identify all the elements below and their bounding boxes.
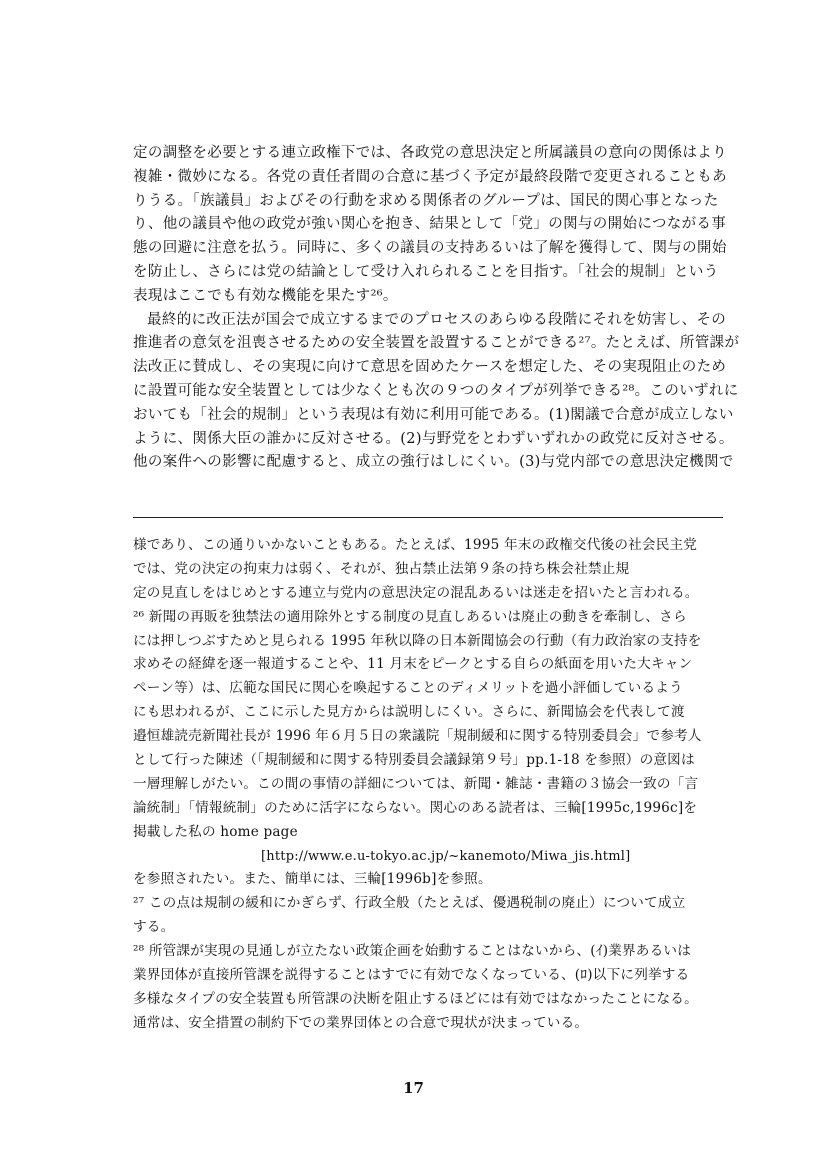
body-line: りうる。「族議員」およびその行動を求める関係者のグループは、国民的関心事となった: [133, 192, 719, 209]
footnote-line: する。: [133, 919, 175, 936]
body-text: [133, 142, 740, 475]
body-line: おいても「社会的規制」という表現は有効に利用可能である。(1)閣議で合意が成立しない: [133, 406, 734, 423]
footnote-divider: [133, 517, 723, 518]
footnote-line: 通常は、安全措置の制約下での業界団体との合意で現状が決まっている。: [133, 1014, 589, 1031]
body-line: 法改正に賛成し、その実現に向けて意思を固めたケースを想定した、その実現阻止のため: [133, 359, 727, 376]
footnote-line: 邉恒雄読売新聞社長が 1996 年６月５日の衆議院「規制緩和に関する特別委員会」で参考人: [133, 728, 702, 745]
page-number: 17: [403, 1079, 424, 1097]
footnote-line: 求めその経緯を逐一報道することや、11 月末をピークとする自らの紙面を用いた大キャン: [133, 656, 693, 673]
body-line: に設置可能な安全装置としては少なくとも次の９つのタイプが列挙できる²⁸。このいずれに: [133, 382, 739, 399]
footnote-line: 掲載した私の home page: [133, 823, 298, 840]
body-line: 推進者の意気を沮喪させるための安全装置を設置することができる²⁷。たとえば、所管課が: [133, 335, 740, 352]
footnote-line: ペーン等）は、広範な国民に関心を喚起することのディメリットを過小評価しているよう: [133, 680, 683, 697]
footnote-line: 定の見直しをはじめとする連立与党内の意思決定の混乱あるいは迷走を招いたと言われる。: [133, 584, 699, 601]
body-line: 他の案件への影響に配慮すると、成立の強行はしにくい。(3)与党内部での意思決定機関で: [133, 454, 734, 471]
body-line: 表現はここでも有効な機能を果たす²⁶。: [133, 287, 398, 304]
footnotes: [133, 534, 729, 1036]
footnote-line: 多様なタイプの安全装置も所管課の決断を阻止するほどには有効ではなかったことになる。: [133, 990, 698, 1007]
footnote-line: では、党の決定の拘束力は弱く、それが、独占禁止法第９条の持ち株会社禁止規: [133, 560, 630, 577]
footnote-27-start: ²⁷ この点は規制の緩和にかぎらず、行政全般（たとえば、優遇税制の廃止）について成立: [133, 895, 686, 912]
body-line: り、他の議員や他の政党が強い関心を抱き、結果として「党」の関与の開始につながる事: [133, 216, 727, 233]
footnote-line: 業界団体が直接所管課を説得することはすでに有効でなくなっている、(ﾛ)以下に列挙する: [133, 967, 690, 984]
footnote-line: にも思われるが、ここに示した見方からは説明しにくい。さらに、新聞協会を代表して渡: [133, 704, 685, 721]
footnote-line: 論統制」「情報統制」のために活字にならない。関心のある読者は、三輪[1995c,1996c]を: [133, 799, 698, 816]
footnote-line: 様であり、この通りいかないこともある。たとえば、1995 年末の政権交代後の社会民主党: [133, 537, 698, 553]
body-line: ように、関係大臣の誰かに反対させる。(2)与野党をとわずいずれかの政党に反対させる。: [133, 430, 734, 447]
homepage-url: [http://www.e.u-tokyo.ac.jp/~kanemoto/Miwa_jis.html]: [261, 848, 631, 864]
footnote-line: として行った陳述（「規制緩和に関する特別委員会議録第９号」pp.1-18 を参照）の意図は: [133, 752, 695, 769]
footnote-28-start: ²⁸ 所管課が実現の見通しが立たない政策企画を始動することはないから、(ｲ)業界あるいは: [133, 943, 691, 960]
body-line: 定の調整を必要とする連立政権下では、各政党の意思決定と所属議員の意向の関係はより: [133, 145, 727, 161]
footnote-line: には押しつぶすためと見られる 1995 年秋以降の日本新聞協会の行動（有力政治家の支持を: [133, 632, 702, 649]
body-line: 態の回避に注意を払う。同時に、多くの議員の支持あるいは了解を獲得して、関与の開始: [133, 240, 727, 257]
body-line: 最終的に改正法が国会で成立するまでのプロセスのあらゆる段階にそれを妨害し、その: [147, 311, 727, 328]
body-line: を防止し、さらには党の結論として受け入れられることを目指す。「社会的規制」という: [133, 263, 719, 280]
footnote-26-start: ²⁶ 新聞の再販を独禁法の適用除外とする制度の見直しあるいは廃止の動きを牽制し、さら: [133, 608, 687, 625]
body-line: 複雑・微妙になる。各党の責任者間の合意に基づく予定が最終段階で変更されることもあ: [133, 168, 727, 185]
footnote-line: 一層理解しがたい。この間の事情の詳細については、新聞・雑誌・書籍の３協会一致の「言: [133, 775, 699, 792]
footnote-line: を参照されたい。また、簡単には、三輪[1996b]を参照。: [133, 871, 492, 888]
